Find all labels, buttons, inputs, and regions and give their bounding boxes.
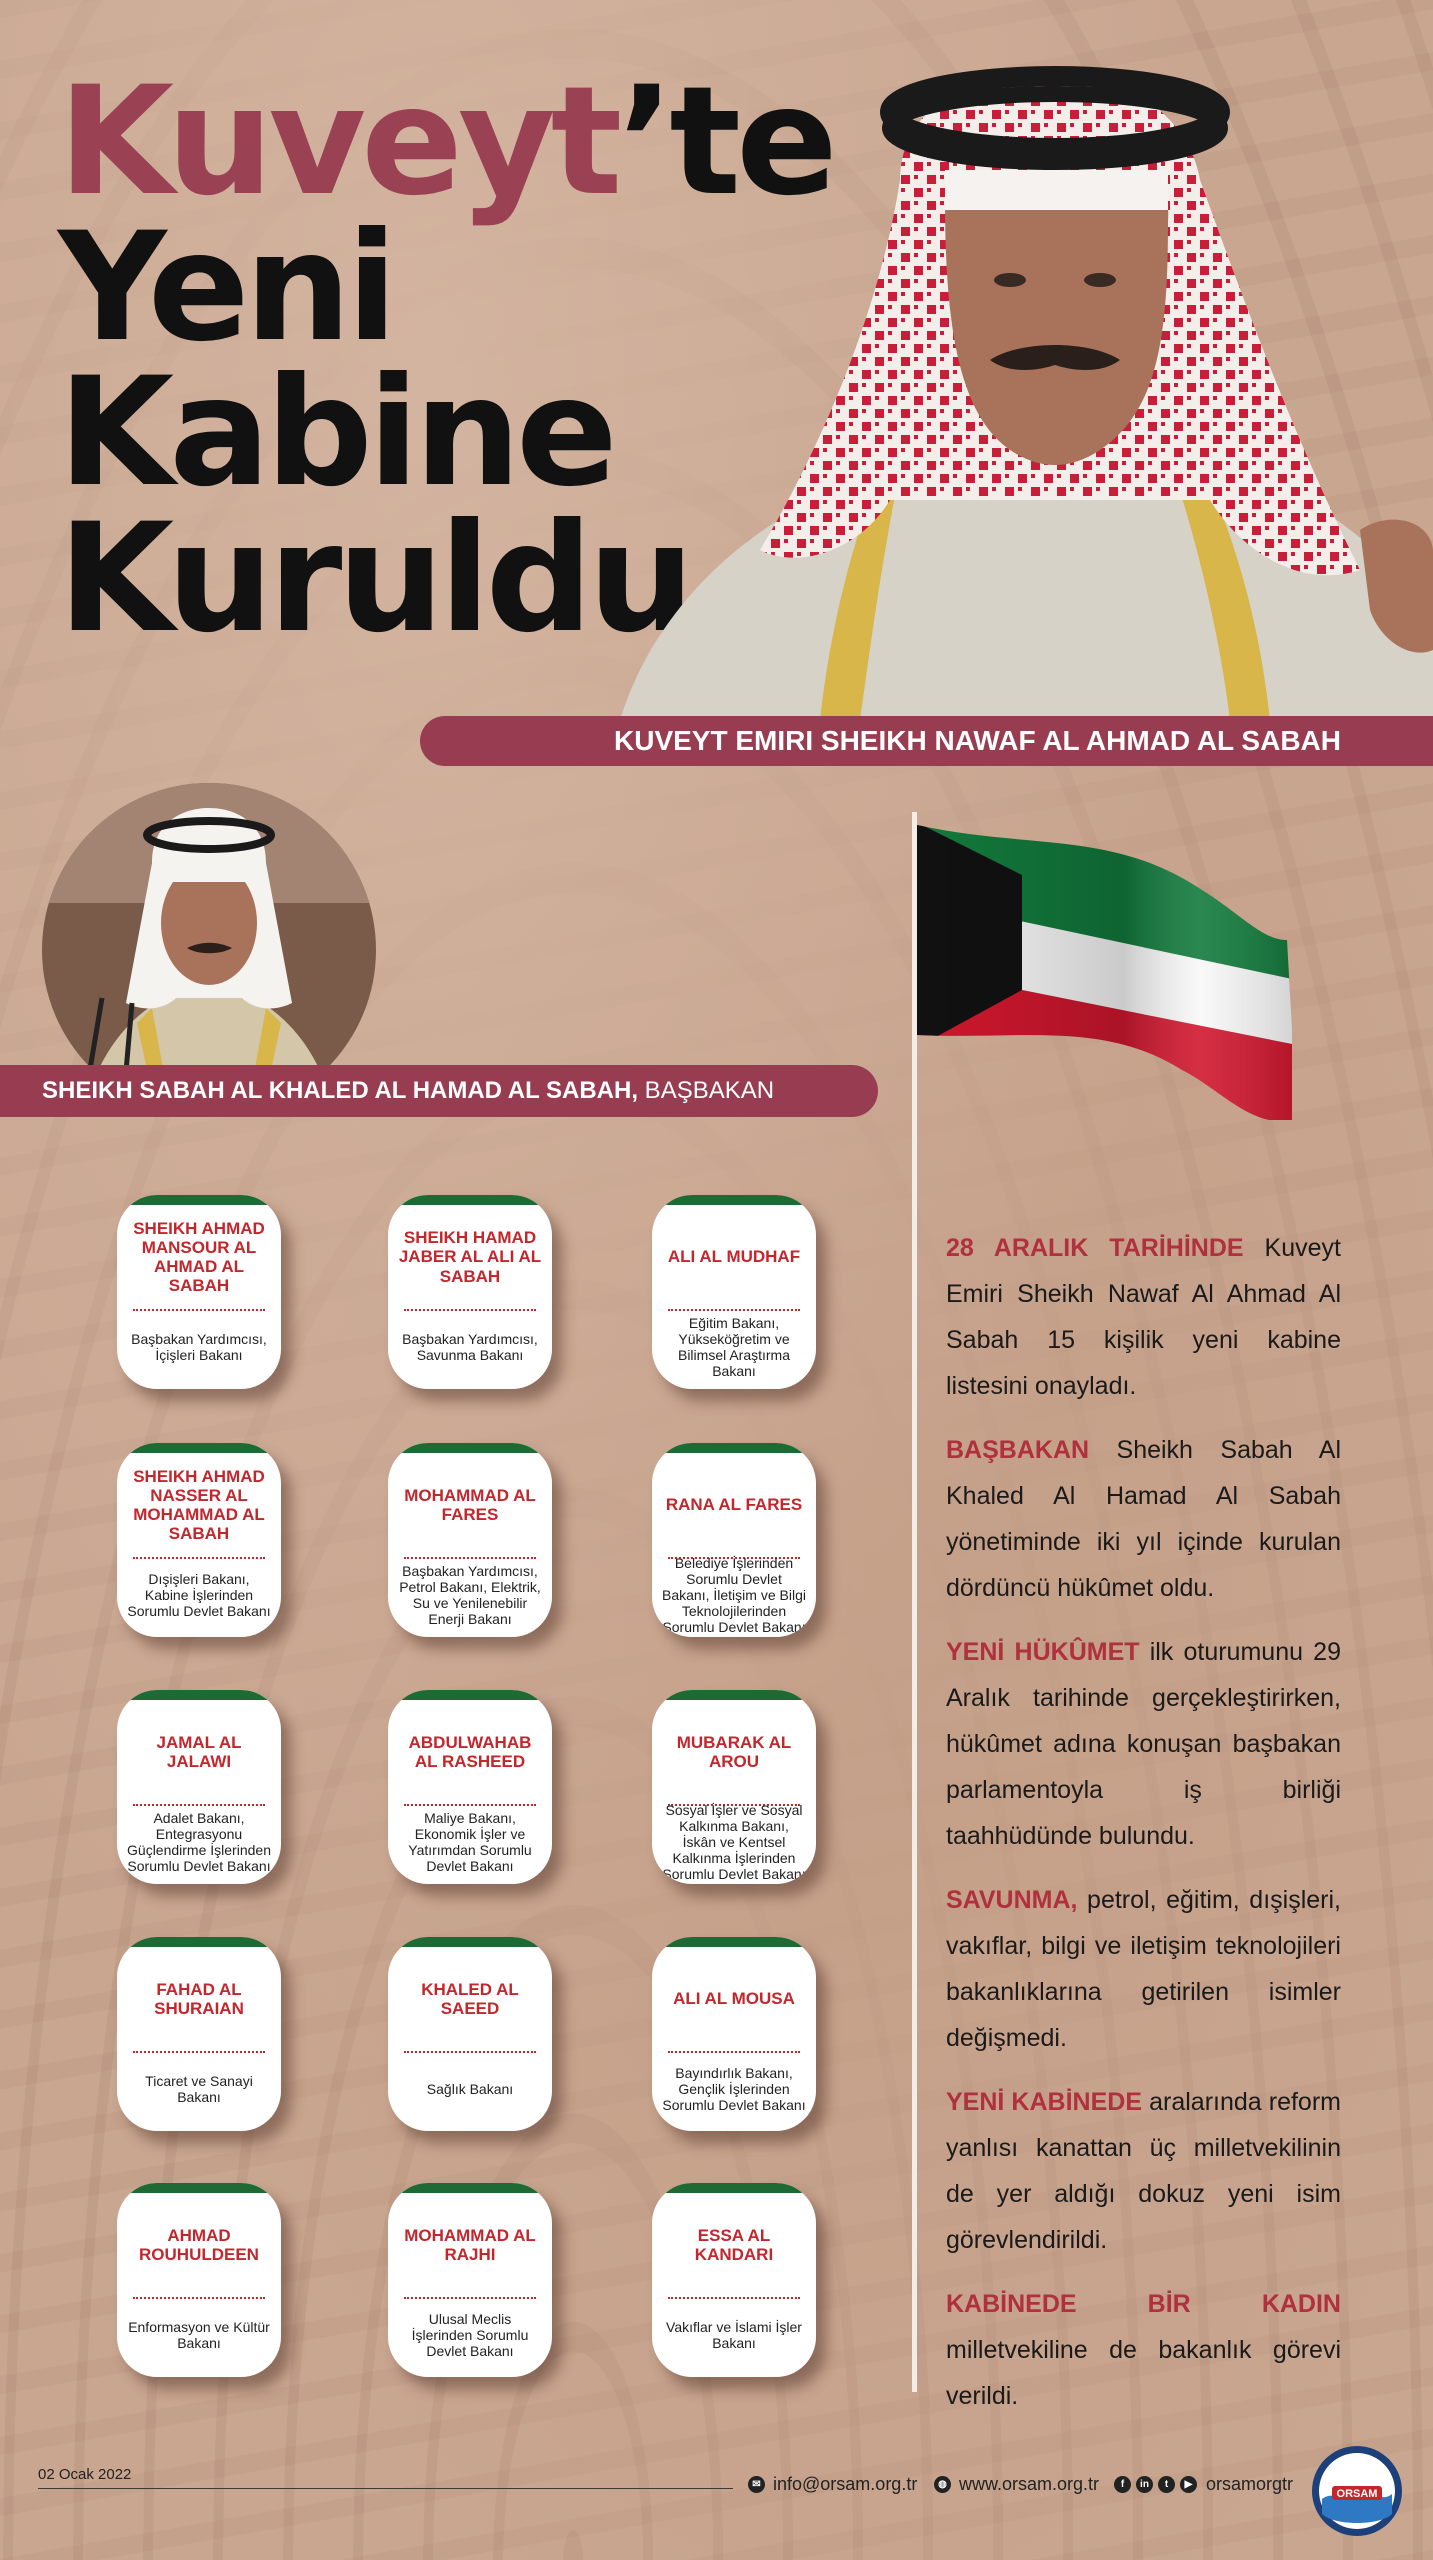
paragraph-body: aralarında reform yanlısı kanattan üç milletvekilinin de yer aldığı dokuz yeni isim görevlendirildi. [946, 2088, 1341, 2254]
minister-name: MOHAMMAD AL FARES [404, 1485, 536, 1524]
paragraph-highlight: SAVUNMA, [946, 1886, 1078, 1914]
minister-role: Belediye İşlerinden Sorumlu Devlet Bakanı, İletişim ve Bilgi Teknolojilerinden Sorumlu Devlet Bakanı [662, 1555, 806, 1635]
twitter-icon[interactable]: t [1158, 2476, 1175, 2493]
minister-card [652, 1937, 816, 2131]
minister-role: Sağlık Bakanı [426, 2081, 514, 2098]
minister-role: Başbakan Yardımcısı, Savunma Bakanı [402, 1331, 538, 1363]
divider [133, 1557, 265, 1559]
paragraph [946, 1427, 1341, 1611]
minister-role: Ticaret ve Sanayi Bakanı [145, 2073, 253, 2105]
paragraph [946, 2281, 1341, 2419]
minister-card [388, 1937, 552, 2131]
divider [404, 1804, 536, 1806]
divider [668, 2051, 800, 2053]
website-link[interactable]: www.orsam.org.tr [959, 2474, 1100, 2494]
minister-name: JAMAL AL JALAWI [156, 1732, 242, 1771]
divider [133, 2297, 265, 2299]
email-address[interactable]: info@orsam.org.tr [773, 2474, 918, 2494]
paragraph [946, 2079, 1341, 2263]
minister-role: Başbakan Yardımcısı, İçişleri Bakanı [131, 1331, 267, 1363]
paragraph [946, 1225, 1341, 1409]
minister-name: MUBARAK AL AROU [676, 1732, 792, 1771]
prime-minister-role: BAŞBAKAN [638, 1077, 775, 1104]
minister-name: ESSA AL KANDARI [694, 2225, 774, 2264]
minister-card [652, 1443, 816, 1637]
footer-divider [38, 2488, 733, 2489]
minister-card [652, 2183, 816, 2377]
minister-card [117, 1195, 281, 1389]
paragraph-highlight: YENİ HÜKÛMET [946, 1638, 1140, 1666]
paragraph-body: Sheikh Sabah Al Khaled Al Hamad Al Sabah yönetiminde iki yıl içinde kurulan dördüncü hükûmet oldu. [946, 1436, 1341, 1602]
minister-role: Ulusal Meclis İşlerinden Sorumlu Devlet Bakanı [411, 2311, 529, 2359]
title-suffix: ’te [617, 55, 833, 229]
paragraph [946, 1629, 1341, 1859]
minister-card [117, 2183, 281, 2377]
youtube-icon[interactable]: ▶ [1180, 2476, 1197, 2493]
prime-minister-banner [0, 1065, 878, 1117]
paragraph-highlight: BAŞBAKAN [946, 1436, 1090, 1464]
minister-card [388, 1443, 552, 1637]
minister-name: ALI AL MUDHAF [667, 1247, 801, 1267]
kuwait-flag-icon [912, 820, 1292, 1120]
title-line-4: Kuruldu [58, 491, 690, 666]
title-line-3: Kabine [58, 346, 613, 520]
minister-name: RANA AL FARES [665, 1495, 803, 1515]
paragraph-body: petrol, eğitim, dışişleri, vakıflar, bilgi ve iletişim teknolojileri bakanlıklarına getirilen isimler değişmedi. [946, 1886, 1341, 2052]
email-icon: ✉ [748, 2476, 765, 2493]
paragraph-body: milletvekiline de bakanlık görevi verildi. [946, 2336, 1341, 2410]
minister-role: Maliye Bakanı, Ekonomik İşler ve Yatırımdan Sorumlu Devlet Bakanı [408, 1810, 532, 1874]
globe-icon: ◍ [934, 2476, 951, 2493]
divider [404, 2051, 536, 2053]
divider [133, 1309, 265, 1311]
minister-card [117, 1443, 281, 1637]
divider [133, 1804, 265, 1806]
emir-caption-banner: KUVEYT EMIRI SHEIKH NAWAF AL AHMAD AL SABAH [420, 716, 1433, 766]
divider [404, 2297, 536, 2299]
title-accent: Kuveyt [58, 55, 618, 229]
minister-card [117, 1690, 281, 1884]
minister-role: Adalet Bakanı, Entegrasyonu Güçlendirme İşlerinden Sorumlu Devlet Bakanı [127, 1810, 271, 1874]
minister-card [117, 1937, 281, 2131]
emir-portrait [600, 30, 1433, 720]
email-contact[interactable] [748, 2474, 917, 2495]
paragraph-highlight: KABİNEDE BİR KADIN [946, 2290, 1341, 2318]
minister-role: Bayındırlık Bakanı, Gençlik İşlerinden Sorumlu Devlet Bakanı [662, 2065, 806, 2113]
logo-text: ORSAM [1336, 2488, 1378, 2500]
minister-name: SHEIKH AHMAD NASSER AL MOHAMMAD AL SABAH [133, 1466, 265, 1544]
minister-card [652, 1690, 816, 1884]
minister-name: ABDULWAHAB AL RASHEED [408, 1732, 532, 1771]
paragraph-body: ilk oturumunu 29 Aralık tarihinde gerçekleştirirken, hükûmet adına konuşan başbakan parlamentoyla iş birliği taahhüdünde bulundu. [946, 1638, 1341, 1850]
paragraph [946, 1877, 1341, 2061]
summary-text [946, 1225, 1341, 2437]
minister-name: MOHAMMAD AL RAJHI [404, 2225, 536, 2264]
divider [404, 1309, 536, 1311]
minister-card [388, 1690, 552, 1884]
minister-name: SHEIKH HAMAD JABER AL ALI AL SABAH [398, 1228, 542, 1286]
publish-date: 02 Ocak 2022 [38, 2466, 132, 2483]
minister-name: SHEIKH AHMAD MANSOUR AL AHMAD AL SABAH [133, 1218, 265, 1296]
orsam-logo[interactable] [1310, 2444, 1404, 2538]
minister-name: KHALED AL SAEED [421, 1979, 519, 2018]
minister-card [388, 1195, 552, 1389]
linkedin-icon[interactable]: in [1136, 2476, 1153, 2493]
minister-role: Sosyal İşler ve Sosyal Kalkınma Bakanı, İskân ve Kentsel Kalkınma İşlerinden Sorumlu Devlet Bakanı [662, 1802, 806, 1882]
divider [668, 2297, 800, 2299]
website-contact[interactable] [934, 2474, 1099, 2495]
facebook-icon[interactable]: f [1114, 2476, 1131, 2493]
minister-card [388, 2183, 552, 2377]
minister-role: Başbakan Yardımcısı, Petrol Bakanı, Elektrik, Su ve Yenilenebilir Enerji Bakanı [399, 1563, 541, 1627]
minister-role: Vakıflar ve İslami İşler Bakanı [666, 2319, 802, 2351]
minister-name: ALI AL MOUSA [673, 1989, 795, 2009]
minister-name: FAHAD AL SHURAIAN [154, 1979, 244, 2018]
paragraph-highlight: 28 ARALIK TARİHİNDE [946, 1234, 1244, 1262]
paragraph-highlight: YENİ KABİNEDE [946, 2088, 1143, 2116]
social-contact [1114, 2474, 1293, 2495]
minister-name: AHMAD ROUHULDEEN [139, 2225, 259, 2264]
minister-role: Enformasyon ve Kültür Bakanı [128, 2319, 270, 2351]
minister-role: Dışişleri Bakanı, Kabine İşlerinden Sorumlu Devlet Bakanı [127, 1571, 271, 1619]
divider [133, 2051, 265, 2053]
paragraph-body: Kuveyt Emiri Sheikh Nawaf Al Ahmad Al Sabah 15 kişilik yeni kabine listesini onayladı. [946, 1234, 1341, 1400]
minister-role: Eğitim Bakanı, Yükseköğretim ve Bilimsel Araştırma Bakanı [677, 1315, 791, 1379]
minister-card [652, 1195, 816, 1389]
social-handle[interactable]: orsamorgtr [1206, 2474, 1294, 2494]
divider [404, 1557, 536, 1559]
prime-minister-name: SHEIKH SABAH AL KHALED AL HAMAD AL SABAH, [42, 1077, 639, 1104]
divider [668, 1309, 800, 1311]
title-line-2: Yeni [58, 200, 393, 375]
